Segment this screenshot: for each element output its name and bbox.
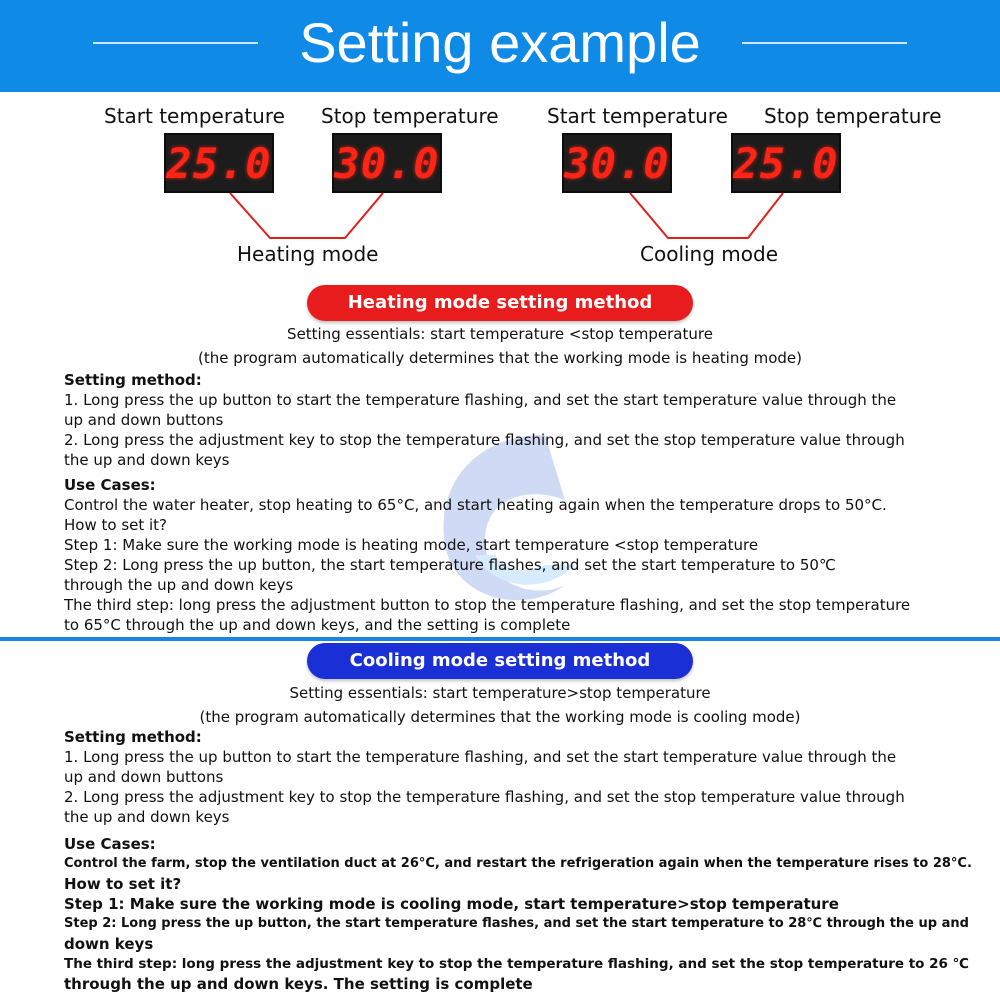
cooling-use-line: Step 2: Long press the up button, the start temperature flashes, and set the start temperature to 28℃ through the up and xyxy=(64,916,969,931)
heating-method-title: Heating mode setting method xyxy=(307,285,693,321)
cooling-use-line: down keys xyxy=(64,935,154,953)
heating-use-line: Step 1: Make sure the working mode is heating mode, start temperature <stop temperature xyxy=(64,536,759,554)
banner-title: Setting example xyxy=(299,11,701,74)
cooling-start-value: 30.0 xyxy=(564,139,670,188)
heating-connector-line xyxy=(230,193,383,238)
cooling-use-heading: Use Cases: xyxy=(64,835,156,853)
cooling-stop-label: Stop temperature xyxy=(764,104,942,128)
heating-stop-label: Stop temperature xyxy=(321,104,499,128)
heating-method-line: the up and down keys xyxy=(64,451,230,469)
heating-method-line: 2. Long press the adjustment key to stop the temperature flashing, and set the stop temperature value through xyxy=(64,431,905,449)
cooling-connector-line xyxy=(630,193,783,238)
cooling-essentials: Setting essentials: start temperature>stop temperature xyxy=(289,684,711,702)
cooling-note: (the program automatically determines that the working mode is cooling mode) xyxy=(199,708,801,726)
heating-use-line: Control the water heater, stop heating to 65°C, and start heating again when the temperature drops to 50°C. xyxy=(64,496,887,514)
cooling-method-title: Cooling mode setting method xyxy=(307,643,693,679)
heating-use-line: How to set it? xyxy=(64,516,168,534)
cooling-method-line: up and down buttons xyxy=(64,768,224,786)
cooling-method-heading: Setting method: xyxy=(64,728,202,746)
heating-use-line: to 65°C through the up and down keys, and the setting is complete xyxy=(64,616,571,634)
heating-start-label: Start temperature xyxy=(104,104,285,128)
heating-essentials: Setting essentials: start temperature <stop temperature xyxy=(287,325,713,343)
cooling-stop-value: 25.0 xyxy=(733,139,839,188)
heating-use-line: through the up and down keys xyxy=(64,576,294,594)
heating-mode-label: Heating mode xyxy=(237,242,379,266)
cooling-method-line: 1. Long press the up button to start the temperature flashing, and set the start temperature value through the xyxy=(64,748,897,766)
heating-method-line: up and down buttons xyxy=(64,411,224,429)
heating-method-heading: Setting method: xyxy=(64,371,202,389)
heating-use-heading: Use Cases: xyxy=(64,476,156,494)
heating-stop-value: 30.0 xyxy=(334,139,440,188)
cooling-use-line: Step 1: Make sure the working mode is cooling mode, start temperature>stop temperature xyxy=(64,895,839,913)
cooling-method-line: the up and down keys xyxy=(64,808,230,826)
cooling-use-line: Control the farm, stop the ventilation duct at 26°C, and restart the refrigeration again when the temperature rises to 28°C. xyxy=(64,856,972,871)
cooling-mode-label: Cooling mode xyxy=(640,242,778,266)
cooling-use-line: through the up and down keys. The setting is complete xyxy=(64,975,533,993)
heating-use-line: Step 2: Long press the up button, the start temperature flashes, and set the start temperature to 50℃ xyxy=(64,556,836,574)
heating-note: (the program automatically determines that the working mode is heating mode) xyxy=(197,349,803,367)
cooling-start-label: Start temperature xyxy=(547,104,728,128)
section-divider xyxy=(0,637,1000,641)
cooling-use-line: The third step: long press the adjustment key to stop the temperature flashing, and set the stop temperature to 26 ℃ xyxy=(64,956,969,972)
cooling-use-line: How to set it? xyxy=(64,875,182,893)
heating-method-line: 1. Long press the up button to start the temperature flashing, and set the start temperature value through the xyxy=(64,391,897,409)
heating-use-line: The third step: long press the adjustment button to stop the temperature flashing, and set the stop temperature xyxy=(64,596,911,614)
heating-start-value: 25.0 xyxy=(166,139,272,188)
cooling-method-line: 2. Long press the adjustment key to stop the temperature flashing, and set the stop temperature value through xyxy=(64,788,905,806)
connector-wires xyxy=(0,0,1000,300)
